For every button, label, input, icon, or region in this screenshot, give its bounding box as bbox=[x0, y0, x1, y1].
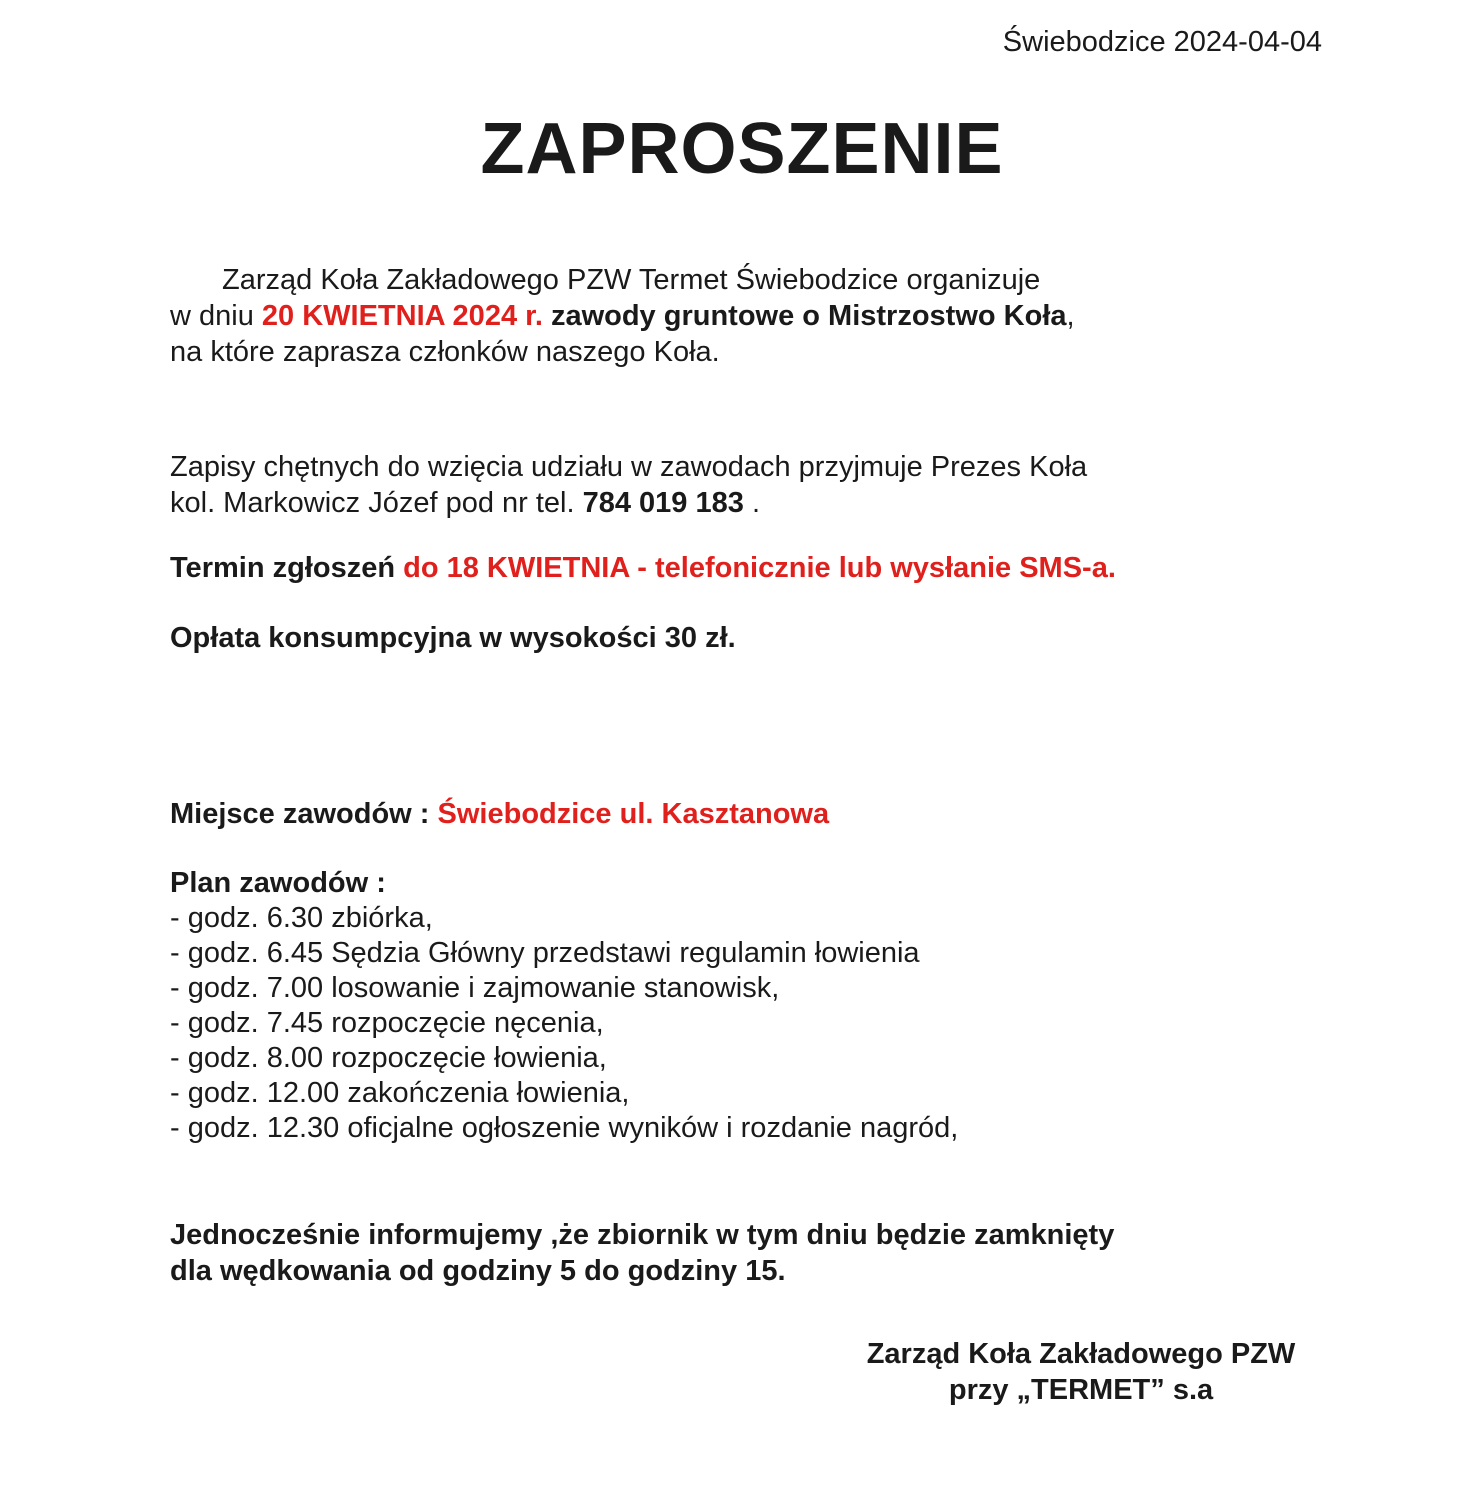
place-value: Świebodzice ul. Kasztanowa bbox=[437, 798, 830, 830]
plan-section bbox=[170, 866, 958, 1146]
deadline-value: do 18 KWIETNIA - telefonicznie lub wysłanie SMS-a. bbox=[403, 552, 1116, 584]
deadline-label: Termin zgłoszeń bbox=[170, 552, 396, 584]
signup-line-2 bbox=[170, 485, 1087, 521]
deadline-line bbox=[170, 550, 1116, 586]
notice-line-2: dla wędkowania od godziny 5 do godziny 15. bbox=[170, 1255, 786, 1287]
event-date: 20 KWIETNIA 2024 r. bbox=[261, 300, 543, 332]
signature-block bbox=[853, 1336, 1309, 1408]
signup-paragraph bbox=[170, 449, 1087, 521]
intro-line-2 bbox=[170, 298, 1075, 334]
signup-line-1: Zapisy chętnych do wzięcia udziału w zawodach przyjmuje Prezes Koła bbox=[170, 451, 1088, 483]
document-date: Świebodzice 2024-04-04 bbox=[1002, 26, 1322, 58]
notice-line-1: Jednocześnie informujemy ,że zbiornik w tym dniu będzie zamknięty bbox=[170, 1219, 1115, 1251]
signature-line-1: Zarząd Koła Zakładowego PZW bbox=[866, 1338, 1296, 1370]
intro-line-3: na które zaprasza członków naszego Koła. bbox=[170, 336, 720, 368]
plan-item: - godz. 8.00 rozpoczęcie łowienia, bbox=[170, 1042, 607, 1074]
signup-line-2-suffix: . bbox=[751, 487, 761, 519]
document-title: ZAPROSZENIE bbox=[480, 109, 1004, 189]
plan-item: - godz. 12.00 zakończenia łowienia, bbox=[170, 1077, 630, 1109]
closure-notice bbox=[170, 1217, 1114, 1289]
plan-item: - godz. 7.00 losowanie i zajmowanie stanowisk, bbox=[170, 972, 780, 1004]
place-label: Miejsce zawodów : bbox=[170, 798, 430, 830]
place-line bbox=[170, 796, 829, 832]
event-name: zawody gruntowe o Mistrzostwo Koła bbox=[550, 300, 1067, 332]
intro-line-1: Zarząd Koła Zakładowego PZW Termet Świebodzice organizuje bbox=[222, 264, 1041, 296]
plan-item: - godz. 12.30 oficjalne ogłoszenie wyników i rozdanie nagród, bbox=[170, 1112, 959, 1144]
plan-item: - godz. 7.45 rozpoczęcie nęcenia, bbox=[170, 1007, 604, 1039]
plan-item: - godz. 6.30 zbiórka, bbox=[170, 902, 433, 934]
signup-line-2-prefix: kol. Markowicz Józef pod nr tel. bbox=[170, 487, 575, 519]
signature-line-2: przy „TERMET” s.a bbox=[948, 1374, 1214, 1406]
intro-line-2-suffix: , bbox=[1066, 300, 1075, 332]
intro-line-2-prefix: w dniu bbox=[170, 300, 254, 332]
plan-heading: Plan zawodów : bbox=[170, 867, 386, 899]
intro-paragraph bbox=[170, 262, 1075, 370]
fee-line: Opłata konsumpcyjna w wysokości 30 zł. bbox=[170, 622, 736, 654]
plan-item: - godz. 6.45 Sędzia Główny przedstawi regulamin łowienia bbox=[170, 937, 920, 969]
phone-number: 784 019 183 bbox=[582, 487, 744, 519]
